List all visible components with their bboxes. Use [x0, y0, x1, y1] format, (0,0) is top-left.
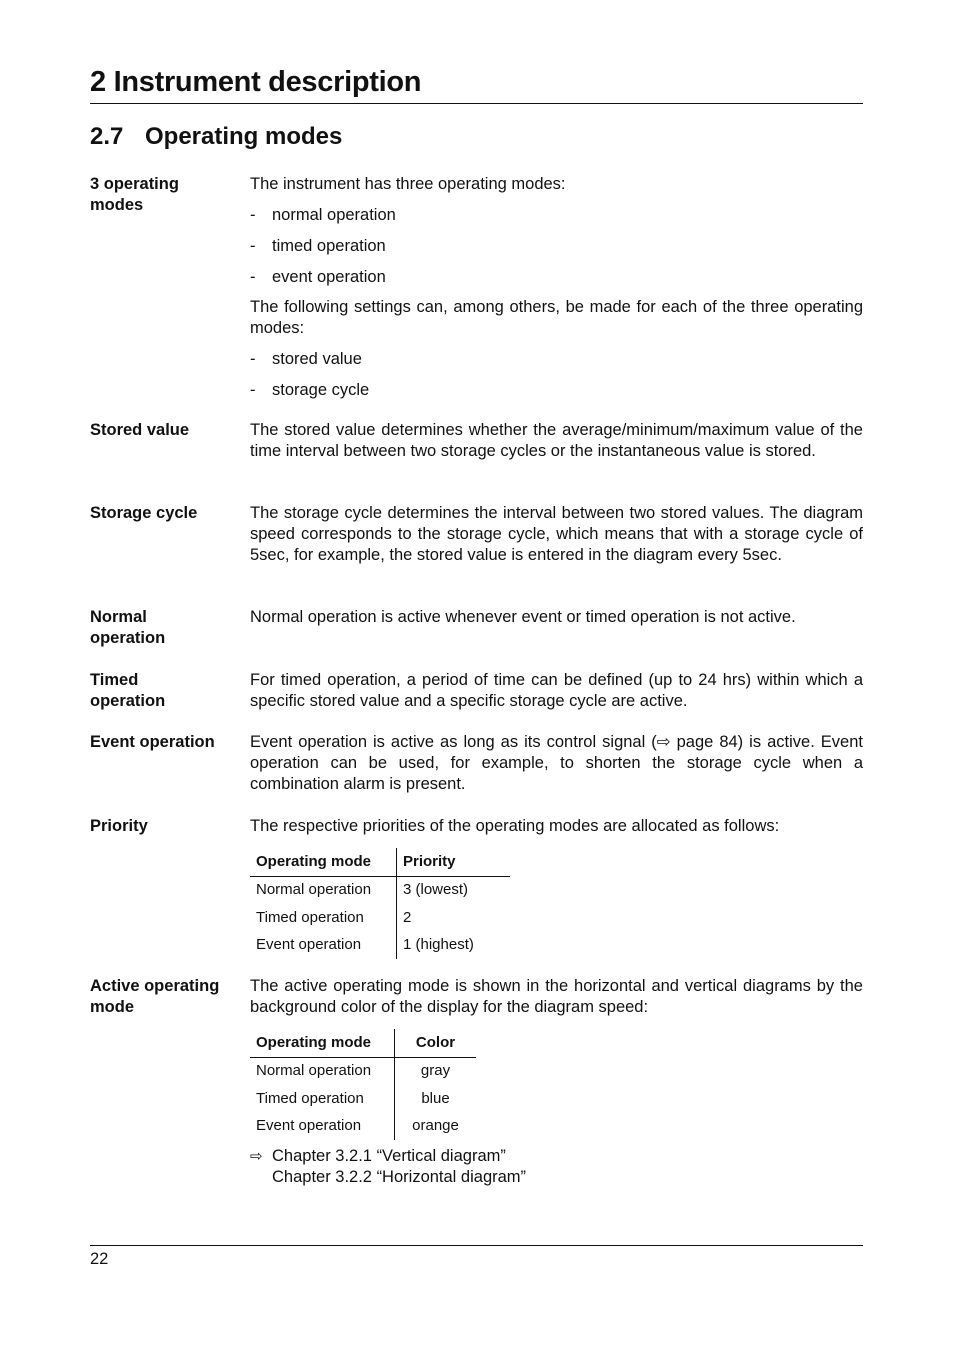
normal-operation-text: Normal operation is active whenever event or timed operation is not active. [250, 608, 796, 626]
reference-link[interactable]: Chapter 3.2.2 “Horizontal diagram” [272, 1168, 527, 1186]
dash: - [250, 206, 256, 224]
stored-value-content [250, 420, 863, 462]
storage-cycle-text: The storage cycle determines the interval between two stored values. The diagram speed corresponds to the storage cycle, which means that with a storage cycle of 5sec, for example, the stored value is entered in the diagram every 5sec. [250, 504, 863, 564]
storage-cycle-content [250, 503, 863, 566]
normal-operation-content [250, 607, 863, 628]
priority-table [250, 848, 510, 959]
table-cell: Timed operation [250, 904, 397, 932]
table-row [250, 932, 510, 960]
table-cell: gray [420, 1062, 451, 1080]
page-number: 22 [90, 1250, 109, 1268]
table-header: Priority [397, 848, 511, 876]
intro-text: The instrument has three operating modes: [250, 175, 566, 193]
footer-divider [90, 1245, 863, 1246]
setting-item-text: stored value [272, 350, 362, 368]
table-row [250, 876, 510, 904]
arrow-right-icon: ⇨ [250, 1148, 263, 1165]
dash: - [250, 350, 256, 368]
table-cell: blue [421, 1089, 450, 1107]
timed-operation-label: Timed operation [90, 671, 166, 710]
list-item [250, 236, 863, 257]
event-operation-text: Event operation is active as long as its control signal (⇨ page 84) is active. Event operation can be used, for example, to shorten the storage cycle when a combination alarm is present. [250, 733, 863, 793]
stored-value-text: The stored value determines whether the average/minimum/maximum value of the time interval between two storage cycles or the instantaneous value is stored. [250, 421, 863, 460]
list-item [250, 380, 863, 401]
table-cell: 1 (highest) [403, 936, 474, 954]
table-row [250, 1113, 476, 1141]
settings-text: The following settings can, among others, be made for each of the three operating modes: [250, 298, 863, 337]
intro-content [250, 174, 863, 401]
dash: - [250, 268, 256, 286]
timed-operation-content [250, 670, 863, 712]
priority-text: The respective priorities of the operating modes are allocated as follows: [250, 817, 780, 835]
active-mode-label: Active operating mode [90, 977, 220, 1016]
section-title [90, 122, 342, 152]
intro-label: 3 operating modes [90, 175, 179, 214]
table-header: Operating mode [250, 848, 397, 876]
table-cell: 3 (lowest) [403, 881, 469, 899]
table-cell: Normal operation [250, 876, 397, 904]
chapter-references [250, 1146, 863, 1188]
table-header-row [250, 848, 510, 876]
table-row [250, 1057, 476, 1085]
dash: - [250, 381, 256, 399]
list-item [250, 267, 863, 288]
active-mode-content [250, 976, 863, 1188]
table-header: Color [395, 1029, 477, 1057]
table-header: Operating mode [250, 1029, 395, 1057]
table-row [250, 1085, 476, 1113]
stored-value-label: Stored value [90, 421, 190, 439]
priority-content [250, 816, 863, 959]
table-cell: Event operation [250, 932, 397, 960]
priority-label: Priority [90, 817, 148, 835]
table-cell: Timed operation [250, 1085, 395, 1113]
active-mode-text: The active operating mode is shown in the horizontal and vertical diagrams by the background color of the display for the diagram speed: [250, 977, 863, 1016]
mode-item-text: event operation [272, 268, 386, 286]
section-title-text: Operating modes [145, 123, 343, 150]
list-item [250, 205, 863, 226]
table-row [250, 904, 510, 932]
list-item [250, 349, 863, 370]
table-cell: 2 [403, 908, 412, 926]
color-table [250, 1029, 476, 1140]
table-cell: Normal operation [250, 1057, 395, 1085]
event-operation-label: Event operation [90, 733, 215, 751]
chapter-title: 2 Instrument description [90, 64, 863, 104]
table-cell: Event operation [250, 1113, 395, 1141]
setting-item-text: storage cycle [272, 381, 370, 399]
timed-operation-text: For timed operation, a period of time can be defined (up to 24 hrs) within which a specific stored value and a specific storage cycle are active. [250, 671, 863, 710]
section-number: 2.7 [90, 123, 124, 150]
storage-cycle-label: Storage cycle [90, 504, 198, 522]
mode-item-text: timed operation [272, 237, 386, 255]
table-header-row [250, 1029, 476, 1057]
dash: - [250, 237, 256, 255]
table-cell: orange [412, 1117, 459, 1135]
event-operation-content [250, 732, 863, 795]
normal-operation-label: Normal operation [90, 608, 166, 647]
reference-link[interactable]: Chapter 3.2.1 “Vertical diagram” [272, 1147, 506, 1165]
mode-item-text: normal operation [272, 206, 396, 224]
